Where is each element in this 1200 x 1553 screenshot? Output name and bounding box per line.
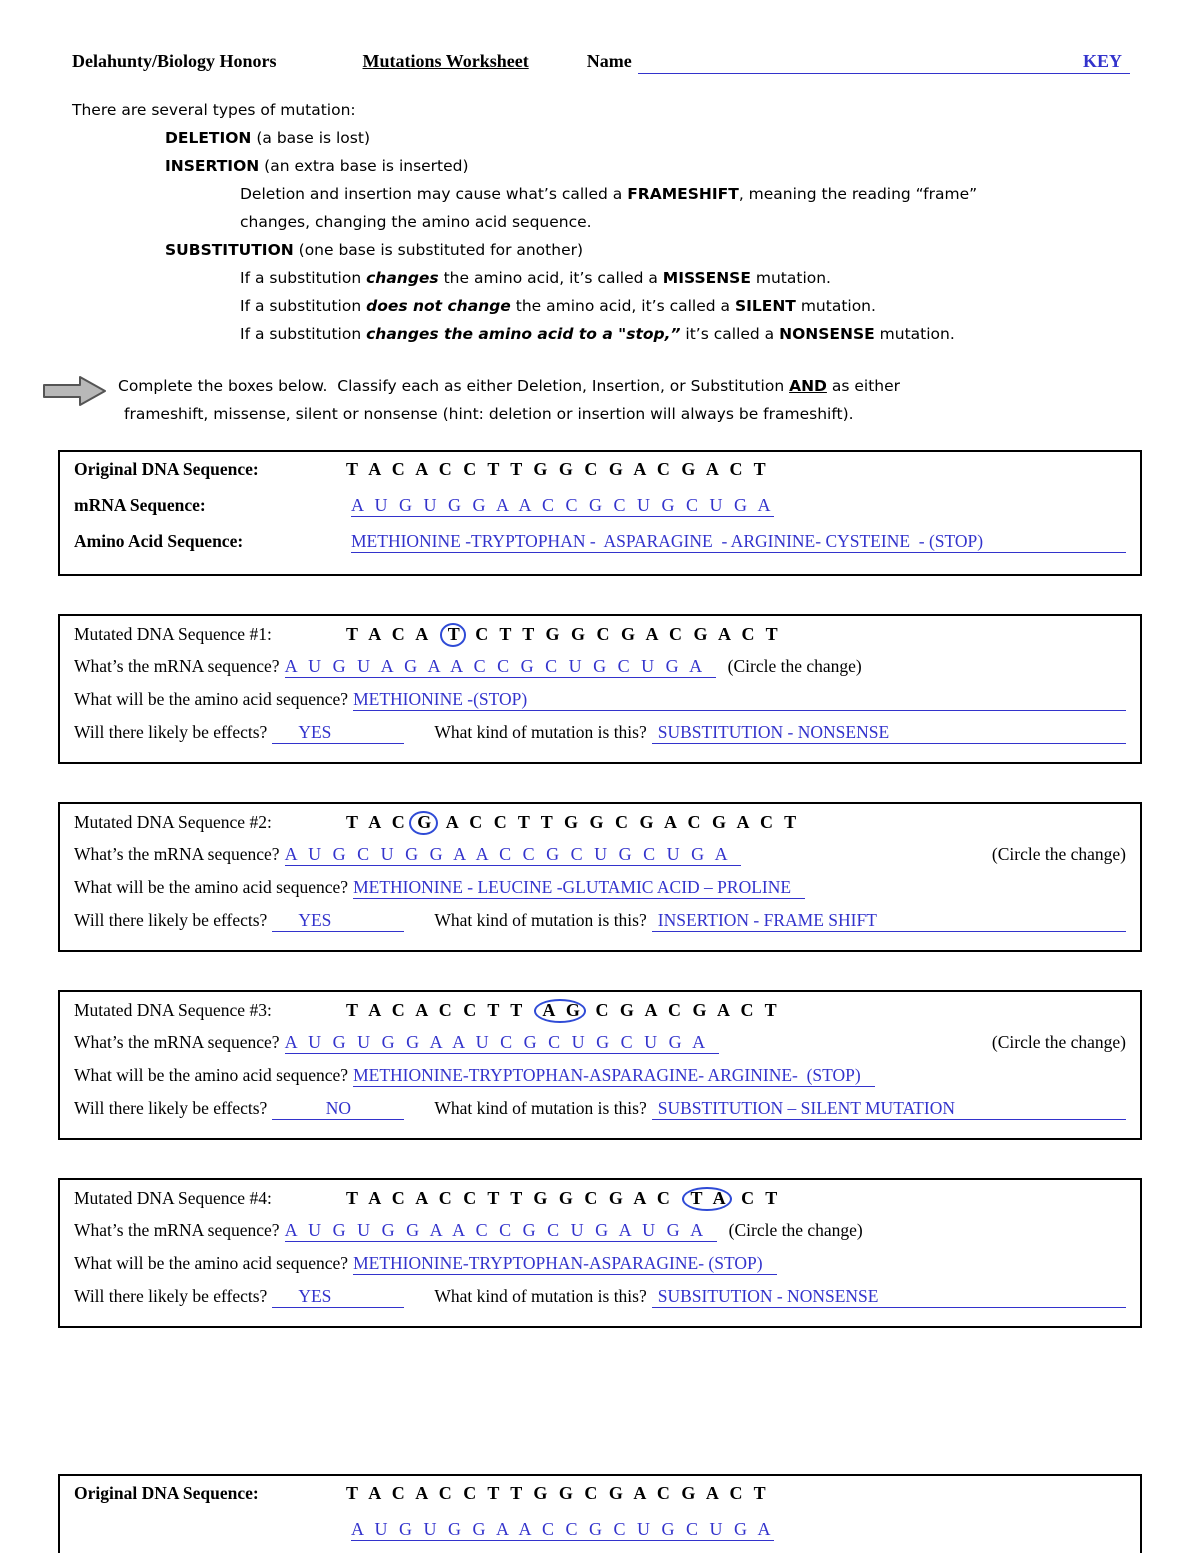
circle-change-note: (Circle the change): [991, 1031, 1126, 1052]
original-dna-row: [74, 459, 1126, 495]
effects-question: Will there likely be effects?: [74, 1285, 268, 1306]
key-answer: KEY: [1082, 51, 1122, 71]
mrna-question: What’s the mRNA sequence?: [74, 1031, 280, 1052]
mutation-circle: A G: [534, 999, 586, 1023]
original-dna-label: Original DNA Sequence:: [74, 1482, 259, 1503]
mutated-dna-label: Mutated DNA Sequence #4:: [74, 1187, 272, 1208]
name-row: [587, 50, 1130, 74]
mutated-box-3: [58, 990, 1142, 1140]
original-mrna-row: [74, 495, 1126, 531]
amino-question: What will be the amino acid sequence?: [74, 876, 349, 897]
mutated-dna-sequence: T A C A T C T T G G C G A C G A C T: [346, 623, 781, 647]
kind-question: What kind of mutation is this?: [434, 1097, 647, 1118]
effects-answer: YES: [272, 722, 404, 744]
mrna-answer: A U G U G G A A U C G C U G C U G A: [285, 1032, 719, 1054]
mutated-dna-label: Mutated DNA Sequence #1:: [74, 623, 272, 644]
amino-row: [74, 877, 1126, 910]
mutated-dna-sequence: T A C A C C T T A G C G A C G A C T: [346, 999, 780, 1023]
kind-answer: SUBSTITUTION - NONSENSE: [652, 722, 1126, 744]
mrna-answer: A U G U A G A A C C G C U G C U G A: [285, 656, 716, 678]
original-amino-row: [74, 531, 1126, 567]
mrna-answer: A U G U G G A A C C G C U G A U G A: [285, 1220, 717, 1242]
effects-row: [74, 910, 1126, 943]
effects-question: Will there likely be effects?: [74, 721, 268, 742]
header: [72, 50, 1130, 74]
course-label: Delahunty/Biology Honors: [72, 51, 277, 71]
original-sequence-box: [58, 450, 1142, 576]
amino-question: What will be the amino acid sequence?: [74, 1252, 349, 1273]
dna-row: [74, 623, 1126, 656]
effects-answer: YES: [272, 910, 404, 932]
frameshift-line2: changes, changing the amino acid sequence.: [240, 212, 592, 231]
kind-question: What kind of mutation is this?: [434, 721, 647, 742]
mrna-row: [74, 844, 1126, 877]
mutation-circle: T A: [682, 1187, 732, 1211]
effects-row: [74, 1286, 1126, 1319]
mutated-dna-label: Mutated DNA Sequence #2:: [74, 811, 272, 832]
kind-question: What kind of mutation is this?: [434, 1285, 647, 1306]
instruction-text: Complete the boxes below. Classify each as either Deletion, Insertion, or Substitution AND as either frameshift, missense, silent or nonsense (hint: deletion or insertion will always be frameshift).: [118, 372, 900, 428]
circle-change-note: (Circle the change): [728, 1219, 863, 1240]
mrna-question: What’s the mRNA sequence?: [74, 843, 280, 864]
amino-row: [74, 1253, 1126, 1286]
amino-answer: METHIONINE-TRYPTOPHAN-ASPARAGINE- ARGININE- (STOP): [353, 1065, 875, 1087]
mutation-circle: T: [440, 623, 467, 647]
frameshift-line: Deletion and insertion may cause what’s called a FRAMESHIFT, meaning the reading “frame”: [240, 184, 978, 203]
effects-row: [74, 1098, 1126, 1131]
effects-question: Will there likely be effects?: [74, 1097, 268, 1118]
amino-answer: METHIONINE-TRYPTOPHAN-ASPARAGINE- (STOP): [353, 1253, 777, 1275]
name-blank-line: [638, 50, 1130, 74]
original-mrna-label: mRNA Sequence:: [74, 494, 206, 515]
original-mrna-answer: A U G U G G A A C C G C U G C U G A: [351, 494, 775, 515]
deletion-line: DELETION (a base is lost): [165, 128, 370, 147]
mutated-box-1: [58, 614, 1142, 764]
original-dna-sequence: T A C A C C T T G G C G A C G A C T: [346, 1482, 770, 1503]
mrna-question: What’s the mRNA sequence?: [74, 1219, 280, 1240]
nonsense-line: If a substitution changes the amino acid to a "stop,” it’s called a NONSENSE mutation.: [240, 324, 955, 343]
mutated-box-4: [58, 1178, 1142, 1328]
dna-row: [74, 1187, 1126, 1220]
original-dna-sequence: T A C A C C T T G G C G A C G A C T: [346, 458, 770, 479]
mrna-row: [74, 656, 1126, 689]
instruction-line2: frameshift, missense, silent or nonsense (hint: deletion or insertion will always be frameshift).: [124, 404, 854, 423]
page-title: Mutations Worksheet: [362, 51, 529, 71]
missense-line: If a substitution changes the amino acid, it’s called a MISSENSE mutation.: [240, 268, 831, 287]
amino-question: What will be the amino acid sequence?: [74, 688, 349, 709]
original-dna-label: Original DNA Sequence:: [74, 458, 259, 479]
amino-answer: METHIONINE - LEUCINE -GLUTAMIC ACID – PROLINE: [353, 877, 805, 899]
circle-change-note: (Circle the change): [991, 843, 1126, 864]
bottom-original-box: [58, 1474, 1142, 1553]
original-amino-label: Amino Acid Sequence:: [74, 530, 244, 551]
amino-answer: METHIONINE -(STOP): [353, 689, 1126, 711]
kind-answer: SUBSITUTION - NONSENSE: [652, 1286, 1126, 1308]
dna-row: [74, 811, 1126, 844]
instruction-section: [42, 372, 1140, 428]
insertion-line: INSERTION (an extra base is inserted): [165, 156, 469, 175]
original-amino-answer: METHIONINE -TRYPTOPHAN - ASPARAGINE - ARGININE- CYSTEINE - (STOP): [351, 531, 1126, 553]
mrna-row: [74, 1220, 1126, 1253]
mutated-dna-sequence: T A C G A C C T T G G C G A C G A C T: [346, 811, 800, 835]
amino-row: [74, 1065, 1126, 1098]
effects-answer: NO: [272, 1098, 404, 1120]
intro-section: [72, 96, 1140, 348]
amino-question: What will be the amino acid sequence?: [74, 1064, 349, 1085]
dna-row: [74, 999, 1126, 1032]
kind-question: What kind of mutation is this?: [434, 909, 647, 930]
mutation-circle: G: [409, 811, 438, 835]
original-dna-row: [74, 1483, 1126, 1519]
mutated-box-2: [58, 802, 1142, 952]
mutated-dna-label: Mutated DNA Sequence #3:: [74, 999, 272, 1020]
amino-row: [74, 689, 1126, 722]
kind-answer: INSERTION - FRAME SHIFT: [652, 910, 1126, 932]
effects-question: Will there likely be effects?: [74, 909, 268, 930]
mrna-answer: A U G C U G G A A C C G C U G C U G A: [285, 844, 742, 866]
mrna-row: [74, 1519, 1126, 1553]
block-arrow-icon: [42, 374, 108, 417]
effects-answer: YES: [272, 1286, 404, 1308]
kind-answer: SUBSTITUTION – SILENT MUTATION: [652, 1098, 1126, 1120]
mrna-answer: A U G U G G A A C C G C U G C U G A: [351, 1518, 775, 1539]
intro-heading: There are several types of mutation:: [72, 100, 356, 119]
circle-change-note: (Circle the change): [727, 655, 862, 676]
mrna-row: [74, 1032, 1126, 1065]
mrna-question: What’s the mRNA sequence?: [74, 655, 280, 676]
silent-line: If a substitution does not change the amino acid, it’s called a SILENT mutation.: [240, 296, 876, 315]
mutated-dna-sequence: T A C A C C T T G G C G A C T A C T: [346, 1187, 781, 1211]
substitution-line: SUBSTITUTION (one base is substituted for another): [165, 240, 584, 259]
name-label: Name: [586, 51, 632, 71]
effects-row: [74, 722, 1126, 755]
